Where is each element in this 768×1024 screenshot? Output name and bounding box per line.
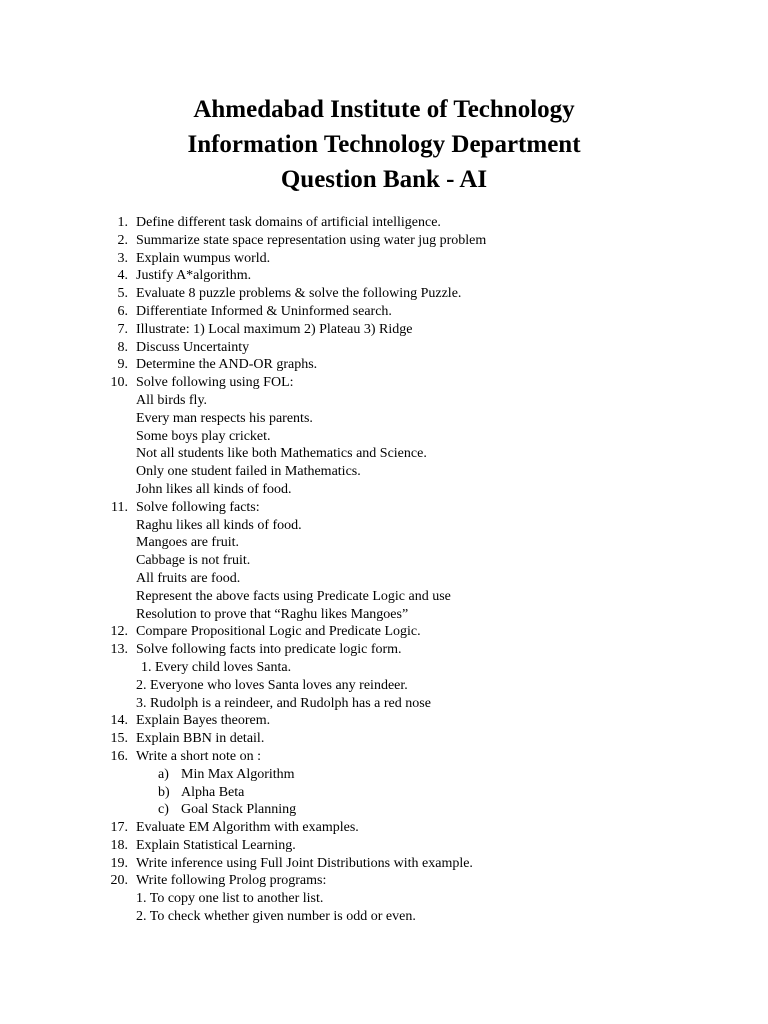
sub-item-text: All fruits are food. [136, 570, 241, 586]
sub-item-text: Only one student failed in Mathematics. [136, 464, 361, 480]
question-number: 2. [117, 232, 128, 248]
item-text: Goal Stack Planning [181, 802, 297, 818]
question-item [0, 641, 768, 659]
sub-item [0, 481, 768, 499]
question-text: Solve following facts: [136, 499, 260, 515]
sub-item-text: 2. Everyone who loves Santa loves any reindeer. [136, 677, 408, 693]
question-text: Write a short note on : [136, 748, 262, 764]
sub-item-text: 1. Every child loves Santa. [141, 659, 292, 675]
question-text: Discuss Uncertainty [136, 339, 250, 355]
question-text: Explain Bayes theorem. [136, 713, 271, 729]
question-number: 9. [117, 357, 128, 373]
sub-item [0, 659, 768, 677]
question-text: Evaluate 8 puzzle problems & solve the following Puzzle. [136, 286, 462, 302]
question-item [0, 837, 768, 855]
question-text: Compare Propositional Logic and Predicate Logic. [136, 624, 421, 640]
sub-item [0, 695, 768, 713]
item-letter: a) [158, 766, 169, 782]
item-letter: c) [158, 802, 169, 818]
question-item [0, 855, 768, 873]
sub-item-text: Represent the above facts using Predicate Logic and use [136, 588, 451, 604]
question-number: 11. [111, 499, 128, 515]
question-text: Define different task domains of artificial intelligence. [136, 215, 441, 230]
sub-item [0, 410, 768, 428]
question-item [0, 232, 768, 250]
lettered-item [0, 784, 768, 802]
question-item [0, 374, 768, 392]
question-item [0, 499, 768, 517]
question-item [0, 250, 768, 268]
question-text: Justify A*algorithm. [136, 268, 252, 284]
item-letter: b) [158, 784, 170, 800]
item-text: Min Max Algorithm [181, 766, 295, 782]
question-text: Illustrate: 1) Local maximum 2) Plateau 3) Ridge [136, 321, 413, 337]
question-number: 16. [110, 748, 128, 764]
question-number: 8. [117, 339, 128, 355]
sub-item [0, 428, 768, 446]
sub-item [0, 908, 768, 926]
sub-item-text: John likes all kinds of food. [136, 481, 292, 497]
sub-item-text: Cabbage is not fruit. [136, 553, 251, 569]
sub-item [0, 552, 768, 570]
sub-item-text: Not all students like both Mathematics and Science. [136, 446, 427, 462]
question-number: 1. [117, 215, 128, 230]
question-item [0, 214, 768, 232]
sub-item-text: 3. Rudolph is a reindeer, and Rudolph has a red nose [136, 695, 431, 711]
item-text: Alpha Beta [181, 784, 245, 800]
question-text: Write following Prolog programs: [136, 873, 327, 889]
sub-item [0, 890, 768, 908]
document-title: Question Bank - AI [280, 166, 488, 193]
sub-item [0, 677, 768, 695]
question-number: 19. [110, 855, 128, 871]
question-number: 20. [110, 873, 128, 889]
question-item [0, 356, 768, 374]
question-number: 6. [117, 303, 128, 319]
question-number: 10. [110, 375, 128, 391]
question-number: 7. [117, 321, 128, 337]
institute-name: Ahmedabad Institute of Technology [193, 96, 575, 123]
document-header [0, 92, 768, 197]
sub-item-text: Resolution to prove that “Raghu likes Mangoes” [136, 606, 409, 622]
question-number: 3. [117, 250, 128, 266]
question-text: Differentiate Informed & Uninformed search. [136, 303, 392, 319]
lettered-item [0, 801, 768, 819]
question-text: Determine the AND-OR graphs. [136, 357, 318, 373]
sub-item [0, 606, 768, 624]
question-number: 18. [110, 837, 128, 853]
sub-item [0, 445, 768, 463]
question-text: Solve following facts into predicate logic form. [136, 642, 402, 658]
sub-item [0, 588, 768, 606]
question-item [0, 339, 768, 357]
question-item [0, 730, 768, 748]
question-text: Solve following using FOL: [136, 375, 294, 391]
sub-item-text: 2. To check whether given number is odd or even. [136, 909, 416, 925]
question-list [0, 214, 768, 926]
question-text: Explain Statistical Learning. [136, 837, 296, 853]
sub-item-text: Raghu likes all kinds of food. [136, 517, 302, 533]
question-number: 17. [110, 820, 128, 836]
question-text: Explain BBN in detail. [136, 731, 265, 747]
sub-item-text: All birds fly. [136, 392, 208, 408]
question-text: Write inference using Full Joint Distributions with example. [136, 855, 473, 871]
question-number: 14. [110, 713, 128, 729]
question-number: 4. [117, 268, 128, 284]
question-item [0, 623, 768, 641]
department-name: Information Technology Department [187, 131, 581, 158]
sub-item [0, 570, 768, 588]
question-text: Explain wumpus world. [136, 250, 271, 266]
question-number: 12. [110, 624, 128, 640]
question-item [0, 285, 768, 303]
question-item [0, 303, 768, 321]
sub-item [0, 517, 768, 535]
question-item [0, 712, 768, 730]
sub-item-text: 1. To copy one list to another list. [136, 891, 324, 907]
sub-item-text: Every man respects his parents. [136, 410, 313, 426]
question-text: Evaluate EM Algorithm with examples. [136, 820, 359, 836]
question-number: 13. [110, 642, 128, 658]
question-number: 5. [117, 286, 128, 302]
sub-item [0, 534, 768, 552]
question-number: 15. [110, 731, 128, 747]
sub-item [0, 463, 768, 481]
question-item [0, 872, 768, 890]
question-item [0, 321, 768, 339]
lettered-item [0, 766, 768, 784]
sub-item-text: Mangoes are fruit. [136, 535, 240, 551]
question-text: Summarize state space representation using water jug problem [136, 232, 487, 248]
question-item [0, 819, 768, 837]
question-item [0, 267, 768, 285]
sub-item-text: Some boys play cricket. [136, 428, 271, 444]
sub-item [0, 392, 768, 410]
question-item [0, 748, 768, 766]
